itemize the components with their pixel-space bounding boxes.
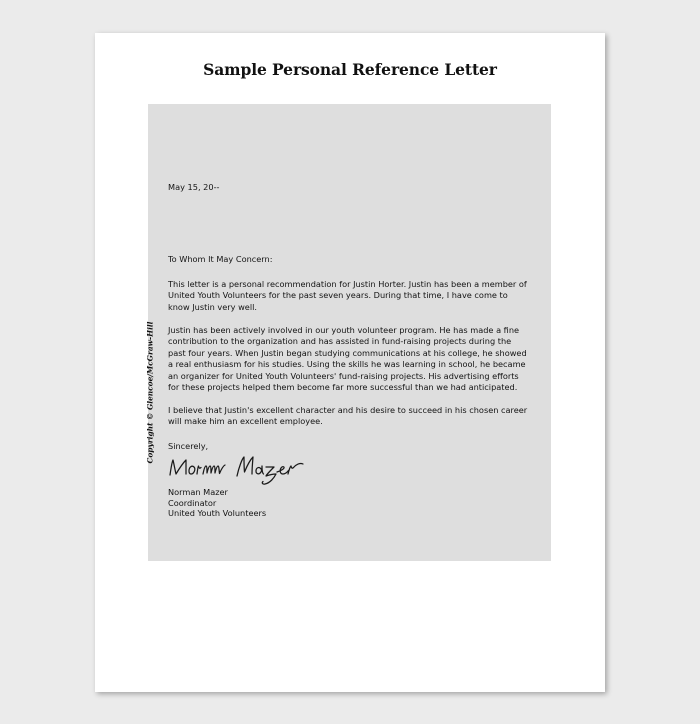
document-page	[95, 33, 605, 692]
signer-organization: United Youth Volunteers	[168, 508, 267, 519]
letter-paragraph: Justin has been actively involved in our youth volunteer program. He has made a fine contribution to the organization and has assisted in fund-raising projects during the past four years. When Justin began studying communications at his college, he showed a real enthusiasm for his studies. Using the skills he was learning in school, he became an organizer for United Youth Volunteers' fund-raising projects. His advertising efforts for these projects helped them become far more successful than we had anticipated.	[168, 325, 527, 393]
signer-block	[168, 487, 266, 519]
letter-content-panel	[145, 104, 551, 561]
letter-salutation: To Whom It May Concern:	[168, 254, 273, 264]
handwritten-signature-icon	[164, 453, 314, 487]
signer-name: Norman Mazer	[168, 487, 228, 497]
letter-closing: Sincerely,	[168, 441, 209, 451]
letter-paragraph: This letter is a personal recommendation for Justin Horter. Justin has been a member of United Youth Volunteers for the past seven years. During that time, I have come to know Justin very well.	[168, 279, 527, 312]
signer-title: Coordinator	[168, 497, 217, 508]
page-title: Sample Personal Reference Letter	[203, 60, 497, 79]
letter-date: May 15, 20--	[168, 182, 220, 192]
letter-paragraph: I believe that Justin's excellent character and his desire to succeed in his chosen career will make him an excellent employee.	[168, 405, 528, 427]
copyright-notice: Copyright © Glencoe/McGraw-Hill	[145, 321, 155, 464]
